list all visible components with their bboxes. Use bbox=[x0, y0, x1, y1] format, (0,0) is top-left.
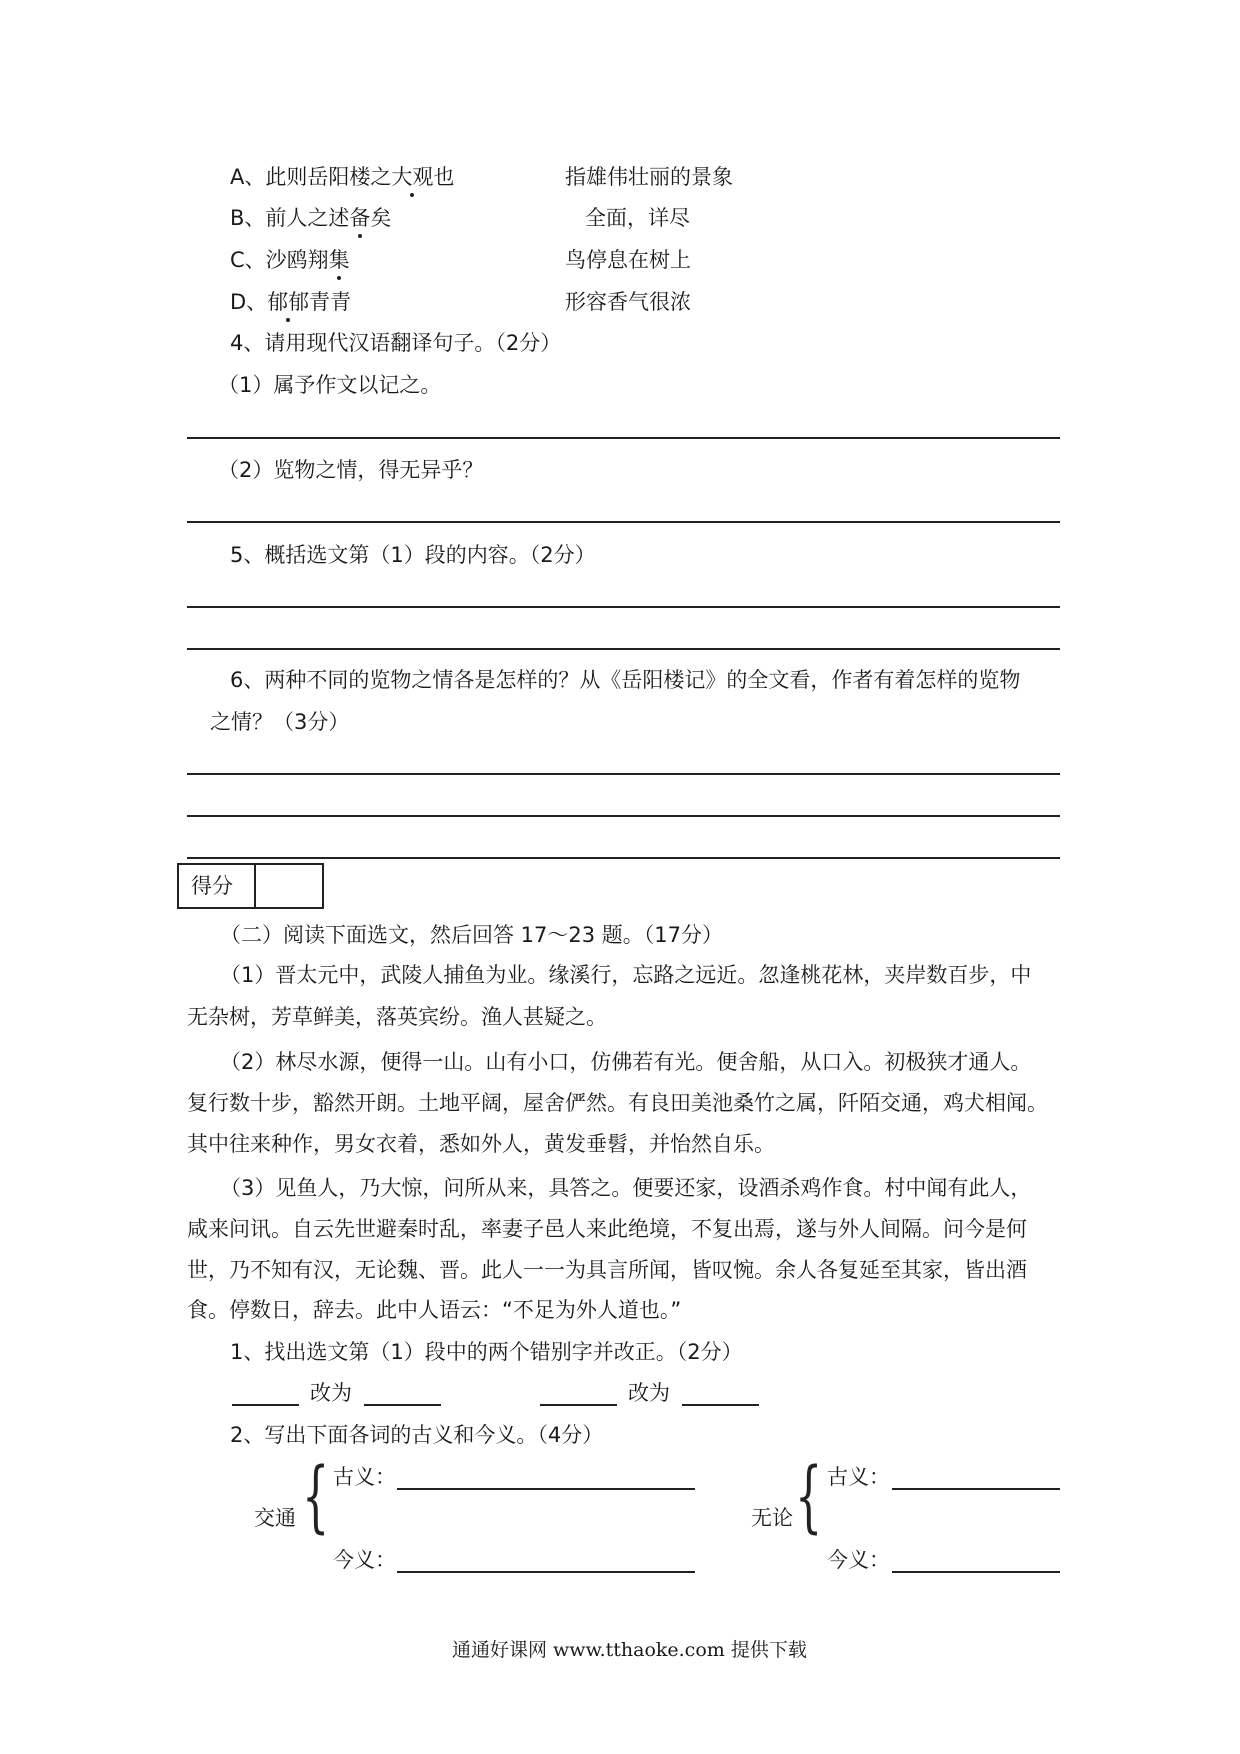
q6-prompt-line2: 之情？（3分） bbox=[210, 710, 350, 734]
q3-option-c: C、沙鸥翔集 bbox=[230, 248, 350, 272]
sq1-change-to-2: 改为 bbox=[628, 1381, 670, 1405]
blank-wrong-2[interactable] bbox=[540, 1404, 617, 1406]
q3-option-d: D、郁郁青青 bbox=[230, 290, 352, 314]
answer-line[interactable] bbox=[187, 815, 1060, 817]
emphasis-dots: 集 bbox=[328, 248, 350, 272]
word-wulun: 无论 bbox=[751, 1506, 793, 1530]
q4-sentence-1: （1）属予作文以记之。 bbox=[218, 373, 442, 397]
left-brace-icon: { bbox=[302, 1452, 330, 1542]
answer-line[interactable] bbox=[187, 521, 1060, 523]
emphasis-dots: 郁郁 bbox=[267, 290, 310, 314]
q3-option-b: B、前人之述备矣 bbox=[230, 206, 392, 230]
q4-prompt: 4、请用现代汉语翻译句子。（2分） bbox=[230, 331, 562, 355]
part2-para2-line3: 其中往来种作，男女衣着，悉如外人，黄发垂髫，并怡然自乐。 bbox=[187, 1132, 775, 1156]
score-label: 得分 bbox=[191, 874, 233, 898]
part2-para3-line3: 世，乃不知有汉，无论魏、晋。此人一一为具言所闻，皆叹惋。余人各复延至其家，皆出酒 bbox=[187, 1258, 1027, 1282]
q3-option-c-meaning: 鸟停息在树上 bbox=[565, 248, 691, 272]
score-divider bbox=[254, 865, 256, 907]
q3-option-d-meaning: 形容香气很浓 bbox=[565, 290, 691, 314]
jiaotong-ancient-label: 古义： bbox=[333, 1465, 396, 1489]
part2-heading: （二）阅读下面选文，然后回答 17～23 题。（17分） bbox=[220, 923, 724, 947]
word-jiaotong: 交通 bbox=[254, 1506, 296, 1530]
answer-line[interactable] bbox=[187, 437, 1060, 439]
part2-para3-line2: 咸来问讯。自云先世避秦时乱，率妻子邑人来此绝境，不复出焉，遂与外人间隔。问今是何 bbox=[187, 1217, 1027, 1241]
q3-option-b-meaning: 全面，详尽 bbox=[585, 206, 690, 230]
emphasis-dots: 备 bbox=[349, 206, 371, 230]
answer-line[interactable] bbox=[187, 857, 1060, 859]
jiaotong-modern-blank[interactable] bbox=[397, 1571, 695, 1573]
part2-para3-line4: 食。停数日，辞去。此中人语云：“不足为外人道也。” bbox=[187, 1298, 682, 1322]
q4-sentence-2: （2）览物之情，得无异乎？ bbox=[218, 458, 484, 482]
blank-correct-2[interactable] bbox=[682, 1404, 759, 1406]
sq2-prompt: 2、写出下面各词的古义和今义。（4分） bbox=[230, 1423, 604, 1447]
q6-prompt-line1: 6、两种不同的览物之情各是怎样的？从《岳阳楼记》的全文看，作者有着怎样的览物 bbox=[230, 668, 1021, 692]
sq1-prompt: 1、找出选文第（1）段中的两个错别字并改正。（2分） bbox=[230, 1340, 743, 1364]
q3-option-a: A、此则岳阳楼之大观也 bbox=[230, 165, 455, 189]
sq1-change-to-1: 改为 bbox=[310, 1381, 352, 1405]
left-brace-icon: { bbox=[795, 1452, 823, 1542]
wulun-modern-blank[interactable] bbox=[892, 1571, 1060, 1573]
q3-option-a-meaning: 指雄伟壮丽的景象 bbox=[565, 165, 733, 189]
q5-prompt: 5、概括选文第（1）段的内容。（2分） bbox=[230, 543, 596, 567]
part2-para3-line1: （3）见鱼人，乃大惊，问所从来，具答之。便要还家，设酒杀鸡作食。村中闻有此人， bbox=[220, 1176, 1032, 1200]
blank-wrong-1[interactable] bbox=[232, 1404, 299, 1406]
part2-para2-line2: 复行数十步，豁然开朗。土地平阔，屋舍俨然。有良田美池桑竹之属，阡陌交通，鸡犬相闻。 bbox=[187, 1091, 1048, 1115]
part2-para2-line1: （2）林尽水源，便得一山。山有小口，仿佛若有光。便舍船，从口入。初极狭才通人。 bbox=[220, 1050, 1032, 1074]
wulun-ancient-label: 古义： bbox=[827, 1465, 890, 1489]
answer-line[interactable] bbox=[187, 606, 1060, 608]
part2-para1-line1: （1）晋太元中，武陵人捕鱼为业。缘溪行，忘路之远近。忽逢桃花林，夹岸数百步，中 bbox=[220, 963, 1032, 987]
wulun-modern-label: 今义： bbox=[827, 1548, 890, 1572]
blank-correct-1[interactable] bbox=[364, 1404, 441, 1406]
footer-credit: 通通好课网 www.tthaoke.com 提供下载 bbox=[452, 1639, 807, 1661]
jiaotong-modern-label: 今义： bbox=[333, 1548, 396, 1572]
wulun-ancient-blank[interactable] bbox=[892, 1488, 1060, 1490]
jiaotong-ancient-blank[interactable] bbox=[397, 1488, 695, 1490]
answer-line[interactable] bbox=[187, 648, 1060, 650]
score-box bbox=[177, 863, 324, 909]
part2-para1-line2: 无杂树，芳草鲜美，落英宾纷。渔人甚疑之。 bbox=[187, 1005, 607, 1029]
emphasis-dots: 大观 bbox=[391, 165, 434, 189]
answer-line[interactable] bbox=[187, 773, 1060, 775]
